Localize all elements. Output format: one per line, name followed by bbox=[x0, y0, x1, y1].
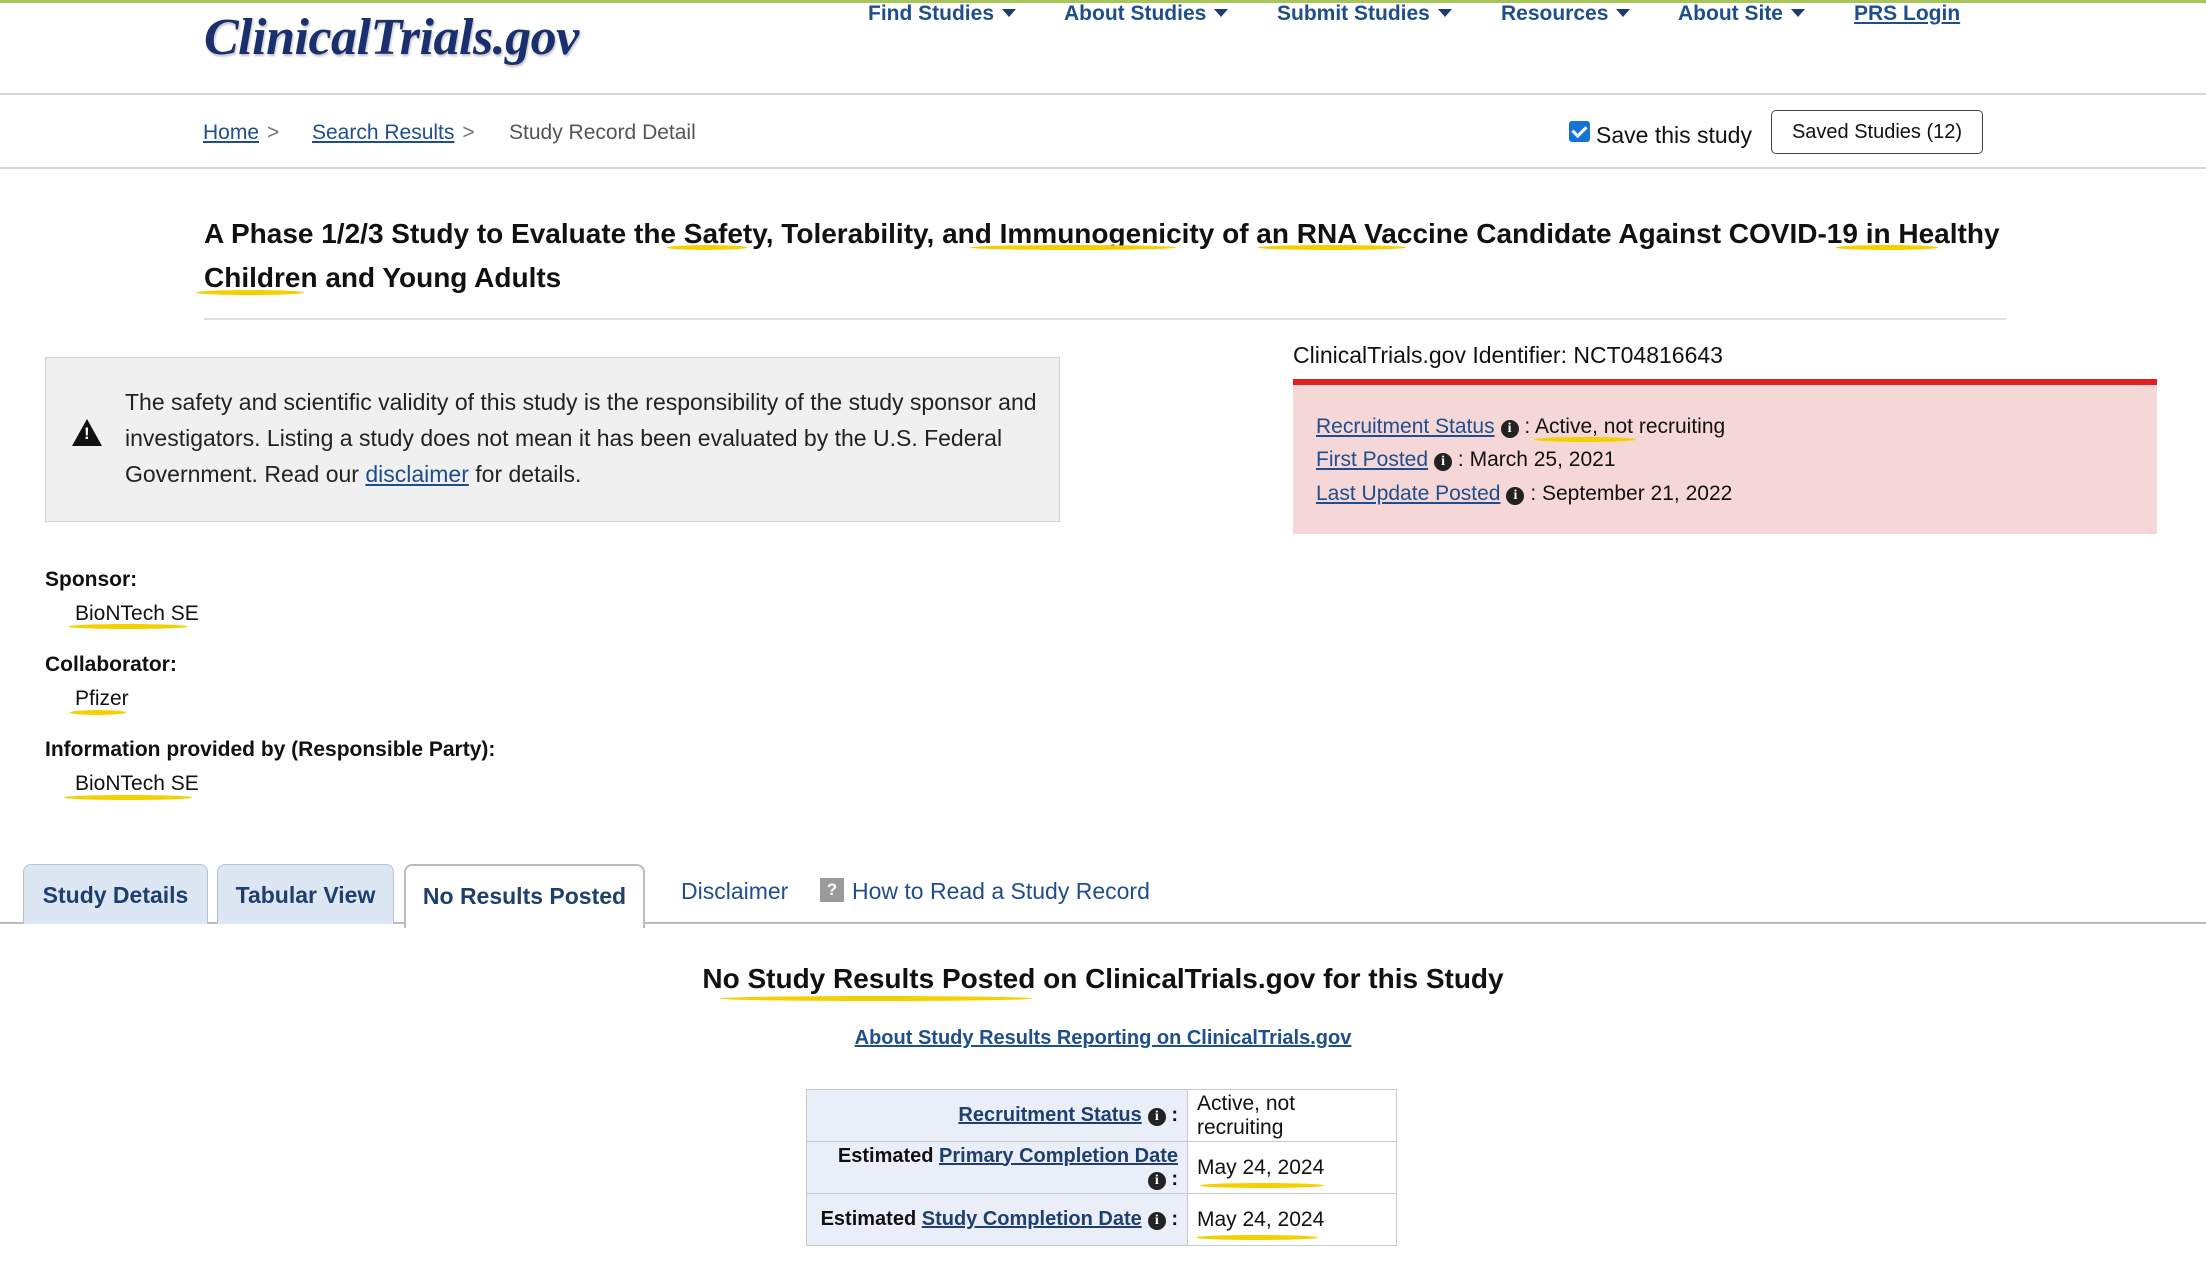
breadcrumb-search bbox=[312, 121, 475, 145]
last-update-value: September 21, 2022 bbox=[1542, 482, 1733, 505]
nav-find-studies[interactable] bbox=[868, 2, 1016, 26]
highlight-mark bbox=[1200, 1183, 1324, 1188]
highlight-mark bbox=[1534, 437, 1636, 442]
table-key-cell bbox=[807, 1090, 1188, 1142]
caret-down-icon bbox=[1791, 9, 1805, 17]
nav-label: Resources bbox=[1501, 2, 1609, 25]
highlight-mark bbox=[720, 996, 1032, 1001]
row-label-link[interactable]: Study Completion Date bbox=[921, 1208, 1142, 1230]
colon: : bbox=[1171, 1208, 1178, 1230]
first-posted-row bbox=[1316, 448, 1616, 472]
collaborator-value: Pfizer bbox=[75, 687, 129, 710]
nav-submit-studies[interactable] bbox=[1277, 2, 1452, 26]
breadcrumb-separator: > bbox=[462, 121, 475, 144]
breadcrumb-current: Study Record Detail bbox=[509, 121, 696, 144]
collaborator-label: Collaborator: bbox=[45, 653, 177, 676]
nav-about-site[interactable] bbox=[1678, 2, 1805, 26]
nav-label: About Studies bbox=[1064, 2, 1207, 25]
nav-label: About Site bbox=[1678, 2, 1783, 25]
caret-down-icon bbox=[1438, 9, 1452, 17]
highlight-mark bbox=[667, 245, 747, 250]
recruitment-status-link[interactable]: Recruitment Status bbox=[1316, 415, 1495, 438]
highlight-mark bbox=[70, 710, 126, 715]
warning-exclamation: ! bbox=[84, 424, 90, 443]
row-prefix: Estimated bbox=[820, 1208, 922, 1230]
last-update-link[interactable]: Last Update Posted bbox=[1316, 482, 1501, 505]
nav-about-studies[interactable] bbox=[1064, 2, 1228, 26]
table-value-cell: May 24, 2024 bbox=[1188, 1142, 1397, 1194]
colon: : bbox=[1171, 1167, 1178, 1190]
colon: : bbox=[1530, 482, 1537, 505]
disclaimer-text bbox=[125, 384, 1045, 492]
about-results-reporting bbox=[0, 1027, 2206, 1050]
info-icon[interactable]: i bbox=[1148, 1172, 1166, 1190]
title-line-2: Children and Young Adults bbox=[204, 262, 562, 293]
prs-login-link[interactable]: PRS Login bbox=[1854, 2, 1961, 25]
tab-tabular-view[interactable]: Tabular View bbox=[217, 864, 394, 924]
tab-disclaimer[interactable]: Disclaimer bbox=[681, 878, 789, 904]
info-icon[interactable]: i bbox=[1434, 453, 1452, 471]
save-study-label[interactable]: Save this study bbox=[1596, 122, 1752, 148]
nav-label: Find Studies bbox=[868, 2, 994, 25]
highlight-mark bbox=[1258, 245, 1406, 250]
caret-down-icon bbox=[1002, 9, 1016, 17]
tab-how-to-read[interactable]: How to Read a Study Record bbox=[852, 878, 1150, 904]
tab-no-results-posted[interactable]: No Results Posted bbox=[404, 864, 645, 928]
nav-resources[interactable] bbox=[1501, 2, 1630, 26]
about-results-link[interactable]: About Study Results Reporting on ClinicalTrials.gov bbox=[854, 1027, 1352, 1049]
highlight-mark bbox=[1836, 245, 1938, 250]
study-identifier: ClinicalTrials.gov Identifier: NCT04816643 bbox=[1293, 342, 1723, 368]
first-posted-value: March 25, 2021 bbox=[1469, 448, 1616, 471]
highlight-mark bbox=[68, 624, 188, 629]
colon: : bbox=[1171, 1104, 1178, 1126]
last-update-row bbox=[1316, 482, 1732, 506]
recruitment-status-value: Active, not recruiting bbox=[1534, 415, 1726, 438]
highlight-mark bbox=[64, 795, 192, 800]
info-icon[interactable]: i bbox=[1148, 1108, 1166, 1126]
breadcrumb bbox=[203, 121, 279, 145]
table-value-cell: Active, not recruiting bbox=[1188, 1090, 1397, 1142]
breadcrumb-separator: > bbox=[267, 121, 280, 144]
breadcrumb-divider bbox=[0, 167, 2206, 169]
info-icon[interactable]: i bbox=[1506, 487, 1524, 505]
breadcrumb-search-results[interactable]: Search Results bbox=[312, 121, 455, 144]
responsible-party-label: Information provided by (Responsible Party): bbox=[45, 738, 496, 761]
no-results-heading: No Study Results Posted on ClinicalTrials.gov for this Study bbox=[702, 963, 1504, 994]
colon: : bbox=[1457, 448, 1464, 471]
sponsor-label: Sponsor: bbox=[45, 568, 138, 591]
info-icon[interactable]: i bbox=[1501, 420, 1519, 438]
save-study-checkbox[interactable] bbox=[1569, 121, 1590, 142]
saved-studies-button[interactable]: Saved Studies (12) bbox=[1771, 110, 1983, 154]
row-label-link[interactable]: Primary Completion Date bbox=[939, 1144, 1178, 1167]
site-logo[interactable]: ClinicalTrials.gov bbox=[204, 9, 579, 66]
page-title bbox=[204, 212, 2004, 300]
caret-down-icon bbox=[1214, 9, 1228, 17]
colon: : bbox=[1524, 415, 1531, 438]
disclaimer-body: The safety and scientific validity of this study is the responsibility of the study sponsor and investigators. Listing a study does not mean it has been evaluated by the U.S. Federal Government. Read our bbox=[125, 389, 1037, 487]
responsible-party-value: BioNTech SE bbox=[75, 772, 199, 795]
disclaimer-tail: for details. bbox=[468, 461, 582, 487]
results-status-table bbox=[806, 1089, 1397, 1246]
sponsor-value: BioNTech SE bbox=[75, 602, 199, 625]
disclaimer-link[interactable]: disclaimer bbox=[365, 461, 469, 487]
help-icon[interactable]: ? bbox=[820, 878, 844, 902]
title-line-1: A Phase 1/2/3 Study to Evaluate the Safety, Tolerability, and Immunogenicity of an RNA Vaccine Candidate Against COVID-19 in Healthy bbox=[204, 218, 2000, 249]
info-icon[interactable]: i bbox=[1148, 1212, 1166, 1230]
title-divider bbox=[204, 318, 2006, 320]
breadcrumb-home[interactable]: Home bbox=[203, 121, 260, 144]
first-posted-link[interactable]: First Posted bbox=[1316, 448, 1429, 471]
highlight-mark bbox=[970, 245, 1176, 250]
row-label-link[interactable]: Recruitment Status bbox=[958, 1104, 1142, 1126]
row-prefix: Estimated bbox=[837, 1144, 940, 1167]
highlight-mark bbox=[1196, 1235, 1318, 1240]
tab-study-details[interactable]: Study Details bbox=[23, 864, 208, 924]
table-row bbox=[807, 1090, 1397, 1142]
table-value-cell: May 24, 2024 bbox=[1188, 1194, 1397, 1246]
highlight-mark bbox=[196, 290, 304, 295]
table-key-cell bbox=[807, 1142, 1188, 1194]
caret-down-icon bbox=[1616, 9, 1630, 17]
table-key-cell bbox=[807, 1194, 1188, 1246]
nav-label: Submit Studies bbox=[1277, 2, 1430, 25]
header-divider bbox=[0, 93, 2206, 95]
recruitment-status-row bbox=[1316, 415, 1725, 439]
